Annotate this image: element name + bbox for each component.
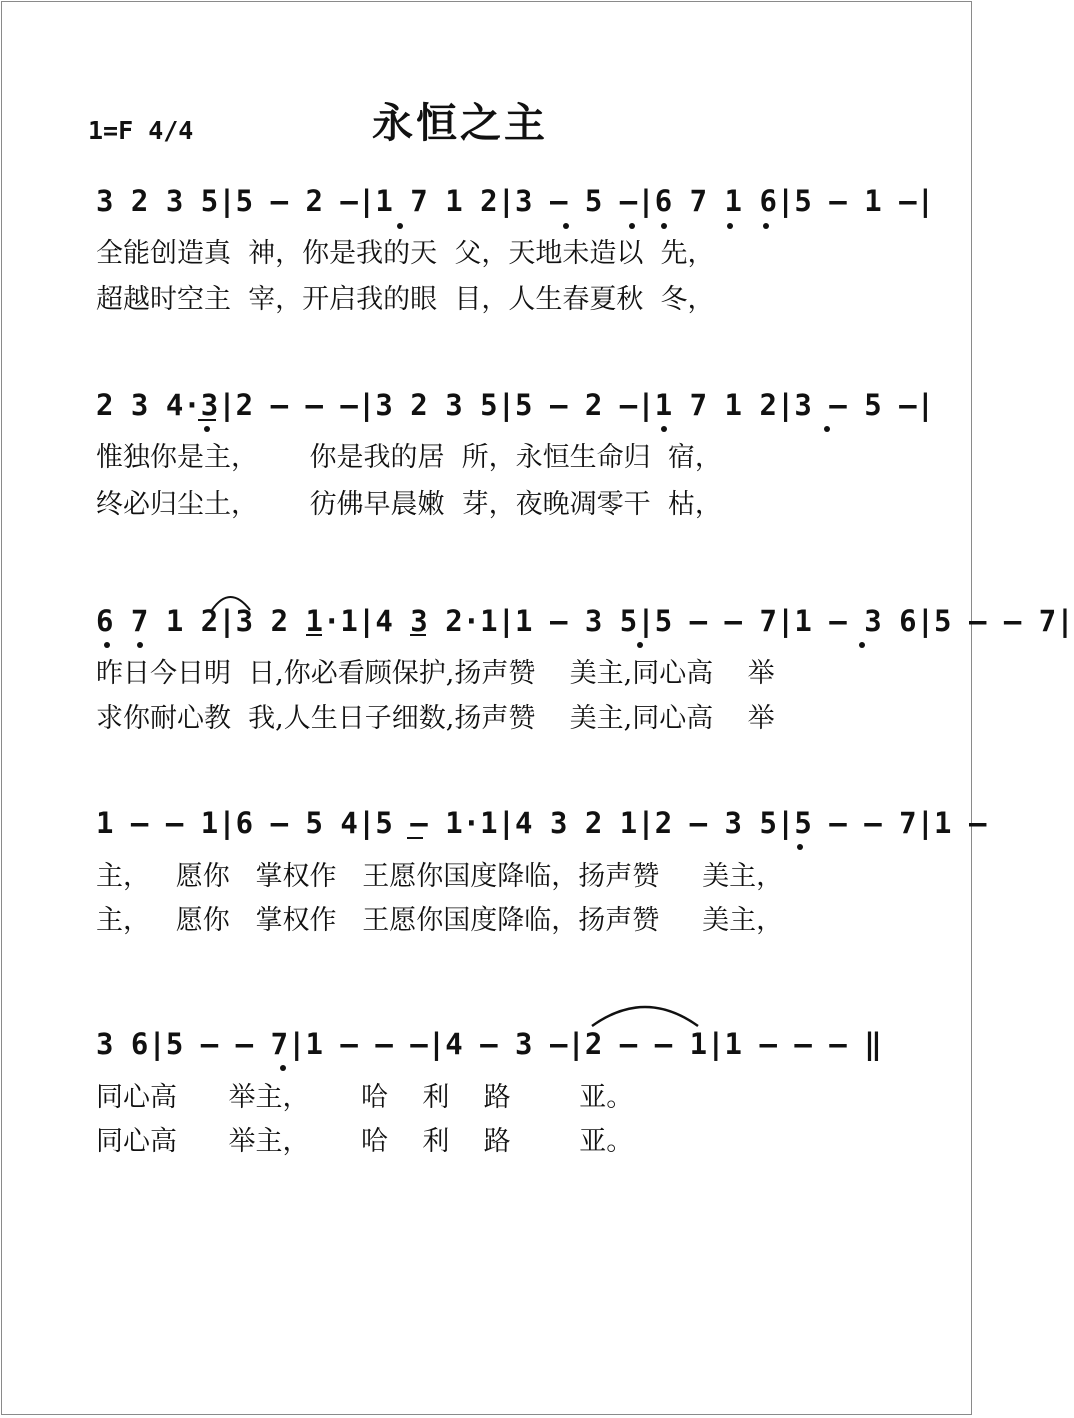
notation-line: 1 – – 1|6 – 5 4|5 – 1·1|4 3 2 1|2 – 3 5|5 – – 7|1 – [96, 806, 987, 840]
lyric-verse-1: 全能创造真 神，你是我的天 父，天地未造以 先， [96, 238, 715, 269]
notation-line: 6 7 1 2|3 2 1·1|4 3 2·1|1 – 3 5|5 – – 7|1 – 3 6|5 – – 7| [96, 604, 1074, 638]
notation-line: 3 6|5 – – 7|1 – – –|4 – 3 –|2 – – 1|1 – – – ‖ [96, 1027, 882, 1061]
lyric-verse-2: 主， 愿你 掌权作 王愿你国度降临，扬声赞 美主， [96, 905, 784, 936]
lyric-verse-1: 同心高 举主， 哈 利 路 亚。 [96, 1082, 634, 1113]
lyric-verse-1: 昨日今日明 日,你必看顾保护,扬声赞 美主,同心高 举 [96, 658, 775, 689]
key-signature: 1=F 4/4 [88, 116, 194, 145]
song-title: 永恒之主 [372, 99, 548, 147]
lyric-verse-2: 同心高 举主， 哈 利 路 亚。 [96, 1126, 634, 1157]
notation-line: 3 2 3 5|5 – 2 –|1 7 1 2|3 – 5 –|6 7 1 6|5 – 1 –| [96, 184, 935, 218]
lyric-verse-2: 终必归尘土， 彷佛早晨嫩 芽，夜晚凋零干 枯， [96, 489, 722, 520]
lyric-verse-1: 主， 愿你 掌权作 王愿你国度降临，扬声赞 美主， [96, 861, 784, 892]
lyric-verse-1: 惟独你是主， 你是我的居 所，永恒生命归 宿， [96, 442, 722, 473]
notation-line: 2 3 4·3|2 – – –|3 2 3 5|5 – 2 –|1 7 1 2|3 – 5 –| [96, 388, 935, 422]
lyric-verse-2: 超越时空主 宰，开启我的眼 目，人生春夏秋 冬， [96, 284, 715, 315]
lyric-verse-2: 求你耐心教 我,人生日子细数,扬声赞 美主,同心高 举 [96, 703, 775, 734]
